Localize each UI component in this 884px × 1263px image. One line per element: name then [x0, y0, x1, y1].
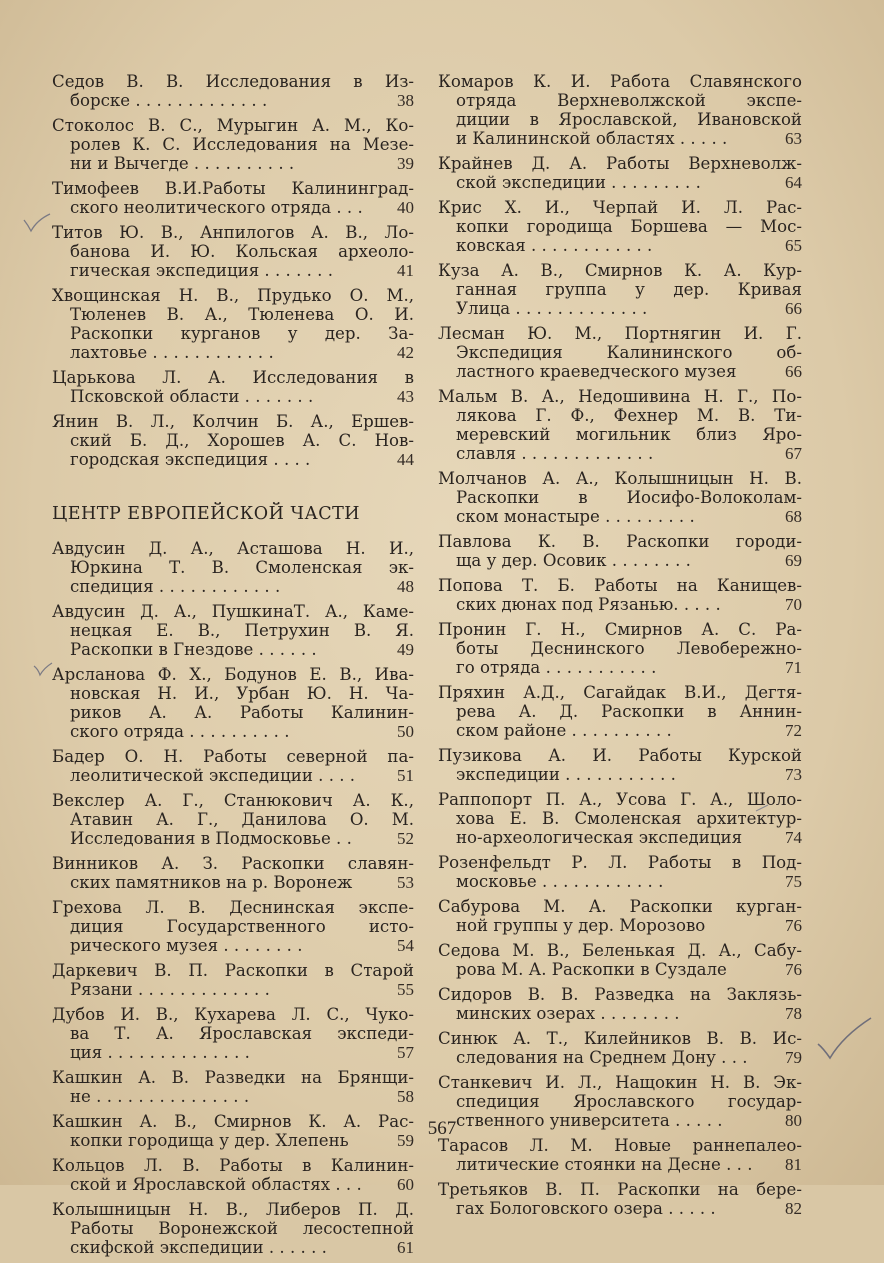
toc-entry-text: Кольцов Л. В. Работы в Калинин-: [52, 1156, 414, 1175]
toc-entry-text: городская экспедиция . . . .: [70, 450, 311, 469]
toc-entry: [438, 1180, 802, 1218]
toc-entry-line: [52, 261, 414, 280]
toc-entry-text: риков А. А. Работы Калинин-: [70, 703, 414, 722]
toc-entry-text: Третьяков В. П. Раскопки на бере-: [438, 1180, 802, 1199]
toc-entry-text: гическая экспедиция . . . . . . .: [70, 261, 334, 280]
toc-entry-text: го отряда . . . . . . . . . . .: [456, 658, 657, 677]
toc-entry-text: ща у дер. Осовик . . . . . . . .: [456, 551, 691, 570]
toc-entry-text: лахтовье . . . . . . . . . . . .: [70, 343, 274, 362]
toc-entry-line: [52, 324, 414, 343]
toc-entry-line: [438, 406, 802, 425]
toc-entry-line: [438, 658, 802, 677]
toc-entry-text: Дубов И. В., Кухарева Л. С., Чуко-: [52, 1005, 414, 1024]
toc-entry-line: [438, 1199, 802, 1218]
toc-entry-page: 48: [397, 577, 414, 596]
toc-entry: [438, 790, 802, 847]
toc-entry-page: 58: [397, 1087, 414, 1106]
toc-entry: [52, 223, 414, 280]
toc-entry: [438, 261, 802, 318]
toc-entry-line: [438, 960, 802, 979]
toc-entry-text: рова М. А. Раскопки в Суздале: [456, 960, 727, 979]
toc-entry-text: Комаров К. И. Работа Славянского: [438, 72, 802, 91]
toc-entry-page: 82: [785, 1199, 802, 1218]
toc-entry-line: [52, 703, 414, 722]
toc-entry-text: Крайнев Д. А. Работы Верхневолж-: [438, 154, 802, 173]
toc-entry-line: [438, 639, 802, 658]
toc-entry: [438, 1136, 802, 1174]
toc-entry: [438, 853, 802, 891]
toc-entry-line: [52, 791, 414, 810]
toc-entry-text: ганная группа у дер. Кривая: [456, 280, 802, 299]
toc-entry-text: Тарасов Л. М. Новые раннепалео-: [438, 1136, 802, 1155]
toc-entry-line: [438, 343, 802, 362]
toc-entry-page: 79: [785, 1048, 802, 1067]
toc-entry-line: [52, 223, 414, 242]
toc-entry-text: ском районе . . . . . . . . . .: [456, 721, 672, 740]
toc-entry-page: 73: [785, 765, 802, 784]
toc-entry-line: [438, 217, 802, 236]
toc-entry: [52, 854, 414, 892]
toc-entry-text: Авдусин Д. А., ПушкинаТ. А., Каме-: [52, 602, 414, 621]
toc-entry-line: [52, 602, 414, 621]
toc-entry-page: 66: [785, 299, 802, 318]
toc-entry-line: [52, 154, 414, 173]
toc-entry-text: копки городища у дер. Хлепень: [70, 1131, 349, 1150]
toc-entry-page: 64: [785, 173, 802, 192]
toc-entry-page: 43: [397, 387, 414, 406]
toc-entry-line: [438, 790, 802, 809]
toc-entry-text: копки городища Боршева — Мос-: [456, 217, 802, 236]
toc-entry-line: [52, 1043, 414, 1062]
toc-entry-text: ственного университета . . . . .: [456, 1111, 723, 1130]
toc-entry-text: экспедиции . . . . . . . . . . .: [456, 765, 676, 784]
pencil-checkmark-icon: [32, 660, 54, 678]
toc-entry-text: Исследования в Подмосковье . .: [70, 829, 352, 848]
toc-entry-text: Сабурова М. А. Раскопки курган-: [438, 897, 802, 916]
toc-entry-text: Раскопки курганов у дер. За-: [70, 324, 414, 343]
toc-entry-text: Раскопки в Иосифо-Волоколам-: [456, 488, 802, 507]
toc-entry-line: [52, 961, 414, 980]
toc-entry-text: Павлова К. В. Раскопки городи-: [438, 532, 802, 551]
toc-entry: [52, 1156, 414, 1194]
toc-entry-line: [438, 1092, 802, 1111]
toc-entry-line: [438, 551, 802, 570]
toc-entry-page: 63: [785, 129, 802, 148]
toc-entry-line: [438, 236, 802, 255]
toc-entry-text: Пряхин А.Д., Сагайдак В.И., Дегтя-: [438, 683, 802, 702]
toc-entry-page: 67: [785, 444, 802, 463]
toc-entry: [52, 368, 414, 406]
toc-entry-line: [52, 722, 414, 741]
toc-entry-line: [52, 179, 414, 198]
toc-entry-page: 80: [785, 1111, 802, 1130]
toc-entry-line: [52, 539, 414, 558]
toc-entry-line: [52, 242, 414, 261]
toc-entry-text: Куза А. В., Смирнов К. А. Кур-: [438, 261, 802, 280]
toc-entry-line: [438, 897, 802, 916]
toc-entry: [438, 683, 802, 740]
toc-entry-line: [438, 1048, 802, 1067]
toc-entry-text: Раппопорт П. А., Усова Г. А., Шоло-: [438, 790, 802, 809]
toc-entry-page: 72: [785, 721, 802, 740]
toc-entry-text: рева А. Д. Раскопки в Аннин-: [456, 702, 802, 721]
toc-entry: [52, 72, 414, 110]
toc-entry-line: [438, 299, 802, 318]
toc-entry-text: ной группы у дер. Морозово: [456, 916, 706, 935]
toc-entry-page: 53: [397, 873, 414, 892]
toc-entry-line: [438, 1004, 802, 1023]
toc-entry-line: [438, 828, 802, 847]
toc-entry-line: [52, 917, 414, 936]
toc-entry-page: 42: [397, 343, 414, 362]
toc-entry-line: [52, 91, 414, 110]
toc-entry-line: [438, 532, 802, 551]
toc-entry-text: спедиция Ярославского государ-: [456, 1092, 802, 1111]
toc-entry-line: [438, 595, 802, 614]
toc-entry-page: 38: [397, 91, 414, 110]
toc-entry-page: 60: [397, 1175, 414, 1194]
toc-entry-text: Улица . . . . . . . . . . . . .: [456, 299, 648, 318]
toc-entry: [52, 961, 414, 999]
toc-entry-line: [438, 765, 802, 784]
toc-entry-text: скифской экспедиции . . . . . .: [70, 1238, 327, 1257]
toc-entry-text: ва Т. А. Ярославская экспеди-: [70, 1024, 414, 1043]
toc-entry-line: [438, 110, 802, 129]
toc-entry-text: ского неолитического отряда . . .: [70, 198, 363, 217]
toc-entry-text: диции в Ярославской, Ивановской: [456, 110, 802, 129]
toc-entry-text: Раскопки в Гнездове . . . . . .: [70, 640, 317, 659]
toc-entry-line: [52, 387, 414, 406]
toc-entry-line: [52, 412, 414, 431]
toc-entry-line: [52, 640, 414, 659]
toc-entry-text: боты Деснинского Левобережно-: [456, 639, 802, 658]
toc-entry-text: Седов В. В. Исследования в Из-: [52, 72, 414, 91]
toc-entry-text: но-археологическая экспедиция: [456, 828, 743, 847]
toc-entry-text: ковская . . . . . . . . . . . .: [456, 236, 653, 255]
left-column: [52, 72, 414, 1263]
pencil-checkmark-icon: [815, 1014, 875, 1062]
toc-entry-line: [52, 1156, 414, 1175]
toc-entry: [438, 941, 802, 979]
toc-entry-line: [438, 1029, 802, 1048]
toc-entry: [52, 539, 414, 596]
toc-entry-text: Кашкин А. В., Смирнов К. А. Рас-: [52, 1112, 414, 1131]
toc-entry-line: [438, 507, 802, 526]
toc-entry-line: [438, 324, 802, 343]
toc-entry-page: 55: [397, 980, 414, 999]
toc-entry-text: Тимофеев В.И.Работы Калининград-: [52, 179, 414, 198]
toc-entry-page: 81: [785, 1155, 802, 1174]
toc-entry-line: [438, 746, 802, 765]
toc-entry-page: 44: [397, 450, 414, 469]
toc-entry-text: банова И. Ю. Кольская археоло-: [70, 242, 414, 261]
toc-entry: [438, 897, 802, 935]
right-column: [438, 72, 802, 1224]
toc-entry-text: Грехова Л. В. Деснинская экспе-: [52, 898, 414, 917]
toc-entry-line: [438, 853, 802, 872]
toc-entry-text: Молчанов А. А., Колышницын Н. В.: [438, 469, 802, 488]
toc-entry-text: Экспедиция Калининского об-: [456, 343, 802, 362]
toc-entry-line: [52, 1005, 414, 1024]
toc-entry-text: ского отряда . . . . . . . . . .: [70, 722, 290, 741]
toc-entry-line: [52, 558, 414, 577]
toc-entry-text: ция . . . . . . . . . . . . . .: [70, 1043, 250, 1062]
toc-entry-text: Юркина Т. В. Смоленская эк-: [70, 558, 414, 577]
toc-entry-text: ской и Ярославской областях . . .: [70, 1175, 362, 1194]
toc-entry-text: ской экспедиции . . . . . . . . .: [456, 173, 701, 192]
toc-entry-text: ских дюнах под Рязанью. . . . .: [456, 595, 721, 614]
toc-entry-text: литические стоянки на Десне . . .: [456, 1155, 753, 1174]
toc-entry: [52, 286, 414, 362]
toc-entry: [438, 746, 802, 784]
toc-entry-line: [438, 576, 802, 595]
toc-entry-line: [438, 387, 802, 406]
toc-entry-text: минских озерах . . . . . . . .: [456, 1004, 680, 1023]
toc-entry-text: ластного краеведческого музея: [456, 362, 737, 381]
toc-entry-text: Псковской области . . . . . . .: [70, 387, 314, 406]
toc-entry-text: диция Государственного исто-: [70, 917, 414, 936]
toc-entry-text: леолитической экспедиции . . . .: [70, 766, 356, 785]
toc-entry-text: Лесман Ю. М., Портнягин И. Г.: [438, 324, 802, 343]
page-number: 567: [427, 1118, 457, 1139]
toc-entry-text: Векслер А. Г., Станюкович А. К.,: [52, 791, 414, 810]
toc-entry-line: [52, 810, 414, 829]
toc-entry-page: 61: [397, 1238, 414, 1257]
toc-entry-line: [52, 665, 414, 684]
toc-entry-text: Тюленев В. А., Тюленева О. И.: [70, 305, 414, 324]
toc-entry-text: новская Н. И., Урбан Ю. Н. Ча-: [70, 684, 414, 703]
toc-entry-page: 74: [785, 828, 802, 847]
toc-entry: [52, 1068, 414, 1106]
toc-entry-page: 54: [397, 936, 414, 955]
toc-entry-text: Стоколос В. С., Мурыгин А. М., Ко-: [52, 116, 414, 135]
toc-entry-page: 51: [397, 766, 414, 785]
toc-entry-line: [438, 1073, 802, 1092]
toc-entry-text: Царькова Л. А. Исследования в: [52, 368, 414, 387]
toc-entry-line: [438, 280, 802, 299]
toc-entry-text: и Калининской областях . . . . .: [456, 129, 728, 148]
toc-entry-page: 52: [397, 829, 414, 848]
toc-entry: [438, 198, 802, 255]
toc-entry-text: Мальм В. А., Недошивина Н. Г., По-: [438, 387, 802, 406]
toc-entry-page: 71: [785, 658, 802, 677]
toc-entry-text: Пронин Г. Н., Смирнов А. С. Ра-: [438, 620, 802, 639]
toc-entry-line: [52, 198, 414, 217]
toc-entry: [52, 791, 414, 848]
toc-entry-line: [52, 766, 414, 785]
toc-entry-page: 57: [397, 1043, 414, 1062]
toc-entry-page: 65: [785, 236, 802, 255]
toc-entry-line: [438, 469, 802, 488]
toc-entry-line: [438, 425, 802, 444]
toc-entry-text: Авдусин Д. А., Асташова Н. И.,: [52, 539, 414, 558]
toc-entry-line: [52, 980, 414, 999]
toc-entry-page: 50: [397, 722, 414, 741]
toc-entry-text: Арсланова Ф. Х., Бодунов Е. В., Ива-: [52, 665, 414, 684]
toc-entry-line: [52, 577, 414, 596]
toc-entry-text: отряда Верхневолжской экспе-: [456, 91, 802, 110]
toc-entry-line: [438, 721, 802, 740]
toc-entry-text: гах Бологовского озера . . . . .: [456, 1199, 716, 1218]
toc-entry-line: [52, 1087, 414, 1106]
section-heading: ЦЕНТР ЕВРОПЕЙСКОЙ ЧАСТИ: [52, 504, 361, 524]
toc-entry-text: Колышницын Н. В., Либеров П. Д.: [52, 1200, 414, 1219]
toc-entry-line: [52, 684, 414, 703]
toc-entry: [52, 665, 414, 741]
toc-entry-page: 78: [785, 1004, 802, 1023]
toc-list-center: [52, 539, 414, 1257]
toc-entry-line: [52, 873, 414, 892]
toc-entry-line: [52, 431, 414, 450]
toc-entry-text: Синюк А. Т., Килейников В. В. Ис-: [438, 1029, 802, 1048]
toc-entry-text: Рязани . . . . . . . . . . . . .: [70, 980, 270, 999]
toc-entry-text: славля . . . . . . . . . . . . .: [456, 444, 654, 463]
toc-entry-line: [438, 872, 802, 891]
toc-entry-line: [438, 91, 802, 110]
toc-entry-page: 59: [397, 1131, 414, 1150]
toc-entry: [438, 532, 802, 570]
toc-entry-text: московье . . . . . . . . . . . .: [456, 872, 664, 891]
toc-entry-line: [438, 702, 802, 721]
toc-entry: [52, 1005, 414, 1062]
toc-entry-line: [52, 1024, 414, 1043]
toc-entry-line: [438, 1180, 802, 1199]
toc-entry-text: Работы Воронежской лесостепной: [70, 1219, 414, 1238]
toc-entry-text: ских памятников на р. Воронеж: [70, 873, 353, 892]
toc-entry-page: 39: [397, 154, 414, 173]
toc-entry-text: ни и Вычегде . . . . . . . . . .: [70, 154, 295, 173]
toc-entry: [52, 1200, 414, 1257]
toc-entry-text: Бадер О. Н. Работы северной па-: [52, 747, 414, 766]
toc-entry-page: 69: [785, 551, 802, 570]
toc-entry-text: спедиция . . . . . . . . . . . .: [70, 577, 281, 596]
toc-entry-line: [438, 985, 802, 1004]
toc-entry: [438, 154, 802, 192]
toc-entry-line: [438, 129, 802, 148]
toc-entry-line: [438, 809, 802, 828]
toc-entry: [52, 898, 414, 955]
toc-entry-line: [52, 936, 414, 955]
toc-entry-line: [438, 1155, 802, 1174]
toc-entry-text: нецкая Е. В., Петрухин В. Я.: [70, 621, 414, 640]
toc-entry-line: [438, 916, 802, 935]
toc-entry-text: Даркевич В. П. Раскопки в Старой: [52, 961, 414, 980]
toc-entry: [438, 576, 802, 614]
toc-entry-line: [438, 154, 802, 173]
toc-entry: [438, 324, 802, 381]
toc-entry: [438, 72, 802, 148]
toc-entry-line: [52, 1219, 414, 1238]
toc-entry-line: [52, 898, 414, 917]
toc-entry-text: Янин В. Л., Колчин Б. А., Ершев-: [52, 412, 414, 431]
toc-entry-line: [438, 362, 802, 381]
toc-entry-line: [52, 305, 414, 324]
toc-entry-text: рического музея . . . . . . . .: [70, 936, 303, 955]
toc-entry-text: не . . . . . . . . . . . . . . .: [70, 1087, 250, 1106]
toc-entry-text: Кашкин А. В. Разведки на Брянщи-: [52, 1068, 414, 1087]
toc-entry-page: 41: [397, 261, 414, 280]
toc-entry-line: [438, 444, 802, 463]
toc-list-north-west: [52, 72, 414, 469]
toc-entry-page: 75: [785, 872, 802, 891]
toc-entry: [52, 747, 414, 785]
toc-entry: [438, 620, 802, 677]
toc-entry: [438, 1029, 802, 1067]
toc-entry-text: Атавин А. Г., Данилова О. М.: [70, 810, 414, 829]
pencil-checkmark-icon: [22, 212, 52, 234]
toc-entry-text: лякова Г. Ф., Фехнер М. В. Ти-: [456, 406, 802, 425]
toc-entry-page: 70: [785, 595, 802, 614]
toc-entry-text: хова Е. В. Смоленская архитектур-: [456, 809, 802, 828]
toc-entry: [52, 116, 414, 173]
toc-entry-text: ролев К. С. Исследования на Мезе-: [70, 135, 414, 154]
toc-entry-page: 76: [785, 960, 802, 979]
toc-entry-line: [52, 286, 414, 305]
toc-entry-line: [52, 450, 414, 469]
toc-entry-line: [52, 621, 414, 640]
toc-entry-line: [52, 72, 414, 91]
toc-entry-text: ский Б. Д., Хорошев А. С. Нов-: [70, 431, 414, 450]
toc-entry-line: [52, 1200, 414, 1219]
toc-entry-text: Попова Т. Б. Работы на Канищев-: [438, 576, 802, 595]
toc-entry-text: Титов Ю. В., Анпилогов А. В., Ло-: [52, 223, 414, 242]
toc-entry-line: [438, 173, 802, 192]
toc-entry-text: Станкевич И. Л., Нащокин Н. В. Эк-: [438, 1073, 802, 1092]
toc-entry-text: Сидоров В. В. Разведка на Заклязь-: [438, 985, 802, 1004]
toc-entry-text: Хвощинская Н. В., Прудько О. М.,: [52, 286, 414, 305]
toc-entry-line: [52, 747, 414, 766]
toc-entry-line: [52, 135, 414, 154]
toc-entry-page: 68: [785, 507, 802, 526]
toc-entry-text: ском монастыре . . . . . . . . .: [456, 507, 695, 526]
toc-entry-line: [52, 854, 414, 873]
toc-entry-line: [438, 620, 802, 639]
toc-entry-text: Винников А. З. Раскопки славян-: [52, 854, 414, 873]
toc-entry: [438, 387, 802, 463]
toc-entry-text: следования на Среднем Дону . . .: [456, 1048, 748, 1067]
toc-entry-line: [438, 488, 802, 507]
toc-entry: [52, 602, 414, 659]
toc-entry-line: [438, 683, 802, 702]
toc-entry-line: [438, 261, 802, 280]
toc-entry-line: [52, 368, 414, 387]
toc-entry: [438, 469, 802, 526]
toc-entry: [52, 412, 414, 469]
toc-entry: [52, 179, 414, 217]
toc-entry-text: Пузикова А. И. Работы Курской: [438, 746, 802, 765]
toc-entry-page: 49: [397, 640, 414, 659]
toc-entry-line: [52, 116, 414, 135]
toc-entry-text: Крис Х. И., Черпай И. Л. Рас-: [438, 198, 802, 217]
toc-entry: [438, 985, 802, 1023]
toc-entry-line: [438, 72, 802, 91]
toc-entry-line: [52, 1238, 414, 1257]
toc-list-center-continued: [438, 72, 802, 1218]
toc-entry-text: меревский могильник близ Яро-: [456, 425, 802, 444]
toc-entry-text: борске . . . . . . . . . . . . .: [70, 91, 268, 110]
toc-entry-text: Розенфельдт Р. Л. Работы в Под-: [438, 853, 802, 872]
toc-entry-line: [52, 829, 414, 848]
toc-entry-text: Седова М. В., Беленькая Д. А., Сабу-: [438, 941, 802, 960]
toc-entry-page: 40: [397, 198, 414, 217]
toc-entry-page: 66: [785, 362, 802, 381]
toc-entry-line: [438, 198, 802, 217]
toc-entry-line: [438, 941, 802, 960]
toc-entry-line: [52, 1068, 414, 1087]
toc-entry-line: [52, 343, 414, 362]
toc-entry-page: 76: [785, 916, 802, 935]
